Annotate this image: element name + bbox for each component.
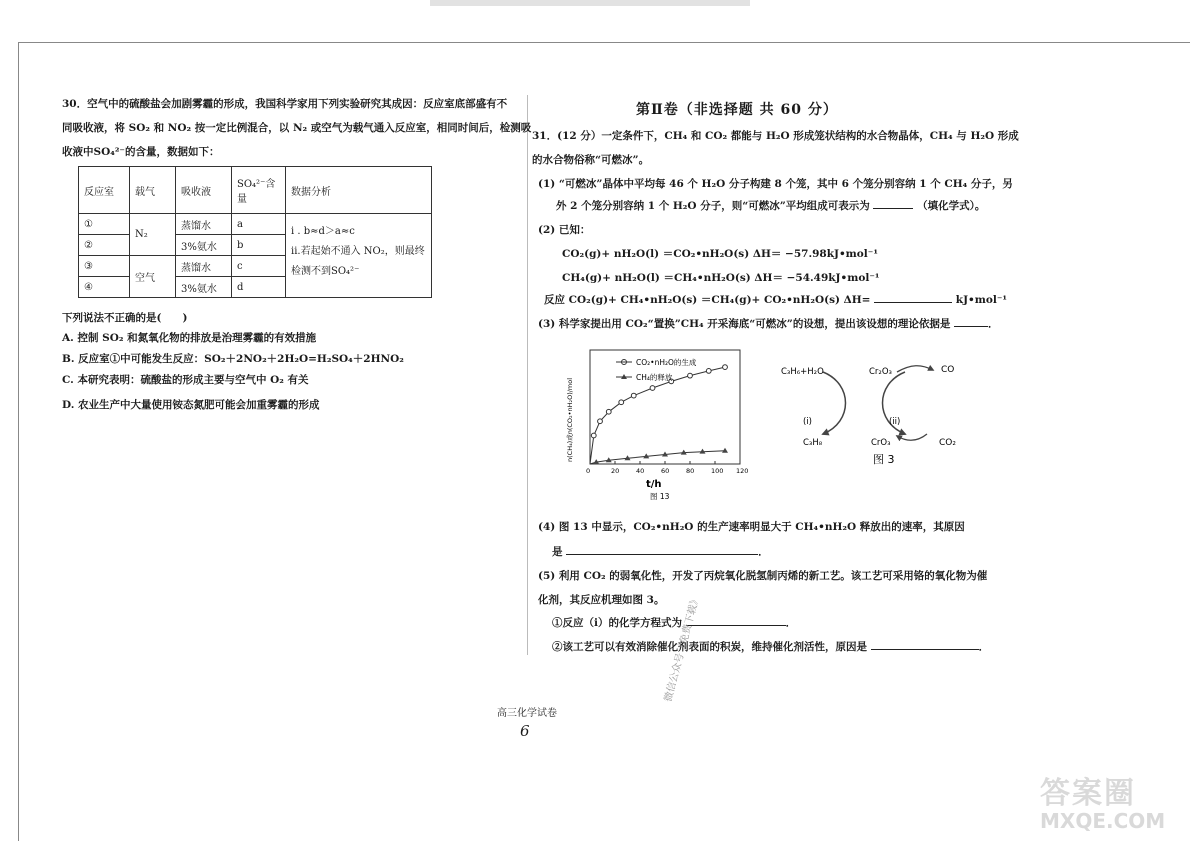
q31-p5d-row: ②该工艺可以有效消除催化剂表面的积炭，维持催化剂活性，原因是 ． xyxy=(552,641,990,653)
fig3-arrow-co2 xyxy=(897,434,927,440)
fig3-caption: 图 3 xyxy=(873,453,895,466)
q31-p3-row: (3) 科学家提出用 CO₂“置换”CH₄ 开采海底“可燃冰”的设想，提出该设想的理论依据是 ． xyxy=(538,318,999,330)
row1-content: a xyxy=(232,214,286,235)
fig13-ylabel: n(CH₄)或n(CO₂•nH₂O)/mol xyxy=(566,377,574,462)
analysis-cell xyxy=(286,214,432,298)
th-analysis: 数据分析 xyxy=(286,167,432,214)
q31-p5d: ②该工艺可以有效消除催化剂表面的积炭，维持催化剂活性，原因是 xyxy=(552,641,867,653)
q30-option-c: C. 本研究表明：硫酸盐的形成主要与空气中 O₂ 有关 xyxy=(62,374,309,386)
analysis-1: i . b≈d＞a≈c xyxy=(291,226,355,237)
q31-p2: (2) 已知： xyxy=(538,224,591,236)
fig3-i: (i) xyxy=(803,417,812,427)
eq3a: 反应 CO₂(g)+ CH₄•nH₂O(s) ＝CH₄(g)+ CO₂•nH₂O(s) ΔH= xyxy=(544,294,871,306)
q31-p4b-row: 是 ． xyxy=(552,546,769,558)
eq2: CH₄(g)+ nH₂O(l) ＝CH₄•nH₂O(s) ΔH＝ −54.49kJ•mol⁻¹ xyxy=(562,272,880,284)
fig3-br: CO₂ xyxy=(939,438,956,448)
fig13-legend xyxy=(616,357,697,382)
legend-2: CH₄的释放 xyxy=(636,373,673,382)
figure-3-mechanism xyxy=(775,352,975,467)
row4-content: d xyxy=(232,277,286,298)
co2-hydrate-point xyxy=(619,400,624,405)
x-tick-label: 60 xyxy=(661,467,670,475)
eq3b: kJ•mol⁻¹ xyxy=(955,294,1007,306)
co2-hydrate-point xyxy=(688,373,693,378)
logo-top-text: 答案圈 xyxy=(1040,776,1136,811)
x-tick-label: 40 xyxy=(636,467,645,475)
x-tick-label: 80 xyxy=(686,467,695,475)
q30-line3: 收液中SO₄²⁻的含量，数据如下： xyxy=(62,146,220,158)
q31-p4a: (4) 图 13 中显示，CO₂•nH₂O 的生产速率明显大于 CH₄•nH₂O 释放出的速率，其原因 xyxy=(538,521,965,533)
section-title: 第Ⅱ卷（非选择题 共 60 分） xyxy=(636,102,838,118)
co2-hydrate-point xyxy=(650,386,655,391)
q31-p5a: (5) 利用 CO₂ 的弱氧化性，开发了丙烷氧化脱氢制丙烯的新工艺。该工艺可采用铬的氧化物为催 xyxy=(538,570,988,582)
th-absorb: 吸收液 xyxy=(176,167,232,214)
q31-p1b-row xyxy=(556,199,985,213)
fig3-bl: C₃H₈ xyxy=(803,438,823,448)
row4-absorb: 3%氨水 xyxy=(176,277,232,298)
x-tick-label: 0 xyxy=(586,467,591,475)
ch4-release-point xyxy=(722,448,728,453)
fig3-tl: C₃H₆+H₂O xyxy=(781,367,824,377)
fig3-tr: CO xyxy=(941,365,955,375)
q30-option-a: A. 控制 SO₂ 和氮氧化物的排放是治理雾霾的有效措施 xyxy=(62,332,317,344)
page-border-left xyxy=(18,42,19,841)
q30-line2: 同吸收液，将 SO₂ 和 NO₂ 按一定比例混合，以 N₂ 或空气为载气通入反应室，相同时间后，检测吸 xyxy=(62,122,532,134)
co2-hydrate-point xyxy=(631,393,636,398)
watermark-text: 微信公众号《免费下载》 xyxy=(662,594,703,704)
answer-blank-5[interactable] xyxy=(686,625,786,626)
co2-hydrate-point xyxy=(723,365,728,370)
q30-prompt: 下列说法不正确的是( ) xyxy=(62,312,188,324)
row3-absorb: 蒸馏水 xyxy=(176,256,232,277)
q31-line1: 31．(12 分）一定条件下，CH₄ 和 CO₂ 都能与 H₂O 形成笼状结构的水合物晶体，CH₄ 与 H₂O 形成 xyxy=(532,130,1019,142)
x-tick-label: 120 xyxy=(736,467,749,475)
scan-top-strip xyxy=(430,0,750,6)
q31-p1c: （填化学式）。 xyxy=(917,200,986,212)
co2-hydrate-point xyxy=(706,369,711,374)
q31-p5b: 化剂，其反应机理如图 3。 xyxy=(538,594,665,606)
row2-content: b xyxy=(232,235,286,256)
co2-hydrate-point xyxy=(598,419,603,424)
x-tick-label: 20 xyxy=(611,467,620,475)
gas-air: 空气 xyxy=(130,256,176,298)
row3-room: ③ xyxy=(79,256,130,277)
th-gas: 载气 xyxy=(130,167,176,214)
q31-p1b: 外 2 个笼分别容纳 1 个 H₂O 分子，则“可燃冰”平均组成可表示为 xyxy=(556,200,870,212)
q30-option-b: B. 反应室①中可能发生反应：SO₂＋2NO₂＋2H₂O=H₂SO₄＋2HNO₂ xyxy=(62,353,404,365)
th-room: 反应室 xyxy=(79,167,130,214)
analysis-3: 检测不到SO₄²⁻ xyxy=(291,266,360,277)
q30-data-table xyxy=(78,166,432,298)
fig3-ii: (ii) xyxy=(889,417,901,427)
fig3-arrow-co xyxy=(897,366,933,372)
row1-absorb: 蒸馏水 xyxy=(176,214,232,235)
q31-p3: (3) 科学家提出用 CO₂“置换”CH₄ 开采海底“可燃冰”的设想，提出该设想的理论依据是 xyxy=(538,318,951,330)
q31-line2: 的水合物俗称“可燃冰”。 xyxy=(532,154,650,166)
x-tick-label: 100 xyxy=(711,467,724,475)
q30-option-d: D. 农业生产中大量使用铵态氮肥可能会加重雾霾的形成 xyxy=(62,399,320,411)
gas-n2: N₂ xyxy=(130,214,176,256)
row2-absorb: 3%氨水 xyxy=(176,235,232,256)
fig13-axes xyxy=(590,350,740,464)
logo-bottom-text: MXQE.COM xyxy=(1040,809,1166,833)
page-number: 6 xyxy=(520,722,530,740)
fig13-caption: 图 13 xyxy=(650,492,670,501)
row3-content: c xyxy=(232,256,286,277)
figure-13-chart xyxy=(548,340,758,505)
q31-p5c-row: ①反应（i）的化学方程式为 ． xyxy=(552,617,797,629)
fig3-arc-left xyxy=(823,372,846,434)
q31-p4b: 是 xyxy=(552,546,563,558)
q30-line1: 30．空气中的硫酸盐会加剧雾霾的形成，我国科学家用下列实验研究其成因：反应室底部盛有不 xyxy=(62,98,508,110)
co2-hydrate-point xyxy=(591,433,596,438)
site-logo xyxy=(1040,778,1180,836)
fig3-bottom: CrO₃ xyxy=(871,438,891,448)
row4-room: ④ xyxy=(79,277,130,298)
answer-blank-1[interactable] xyxy=(873,208,913,209)
fig13-xlabel: t/h xyxy=(646,479,662,490)
answer-blank-6[interactable] xyxy=(871,649,979,650)
row1-room: ① xyxy=(79,214,130,235)
answer-blank-4[interactable] xyxy=(566,554,758,555)
page-border-top xyxy=(18,42,1190,43)
answer-blank-2[interactable] xyxy=(874,302,952,303)
row2-room: ② xyxy=(79,235,130,256)
eq1: CO₂(g)+ nH₂O(l) ＝CO₂•nH₂O(s) ΔH＝ −57.98kJ•mol⁻¹ xyxy=(562,248,878,260)
fig13-plot-frame xyxy=(590,350,740,464)
footer-title: 高三化学试卷 xyxy=(497,708,557,719)
fig3-top: Cr₂O₃ xyxy=(869,367,892,377)
analysis-2: ii.若起始不通入 NO₂，则最终 xyxy=(291,246,425,257)
q31-p1a: (1) “可燃冰”晶体中平均每 46 个 H₂O 分子构建 8 个笼，其中 6 个笼分别容纳 1 个 CH₄ 分子，另 xyxy=(538,178,1013,190)
q31-p5c: ①反应（i）的化学方程式为 xyxy=(552,617,682,629)
th-content: SO₄²⁻含量 xyxy=(232,167,286,214)
legend-1: CO₂•nH₂O的生成 xyxy=(636,358,697,367)
eq3-row xyxy=(544,293,1007,307)
co2-hydrate-point xyxy=(606,409,611,414)
answer-blank-3[interactable] xyxy=(954,326,988,327)
column-divider xyxy=(527,95,528,655)
fig13-ticks xyxy=(586,461,748,475)
